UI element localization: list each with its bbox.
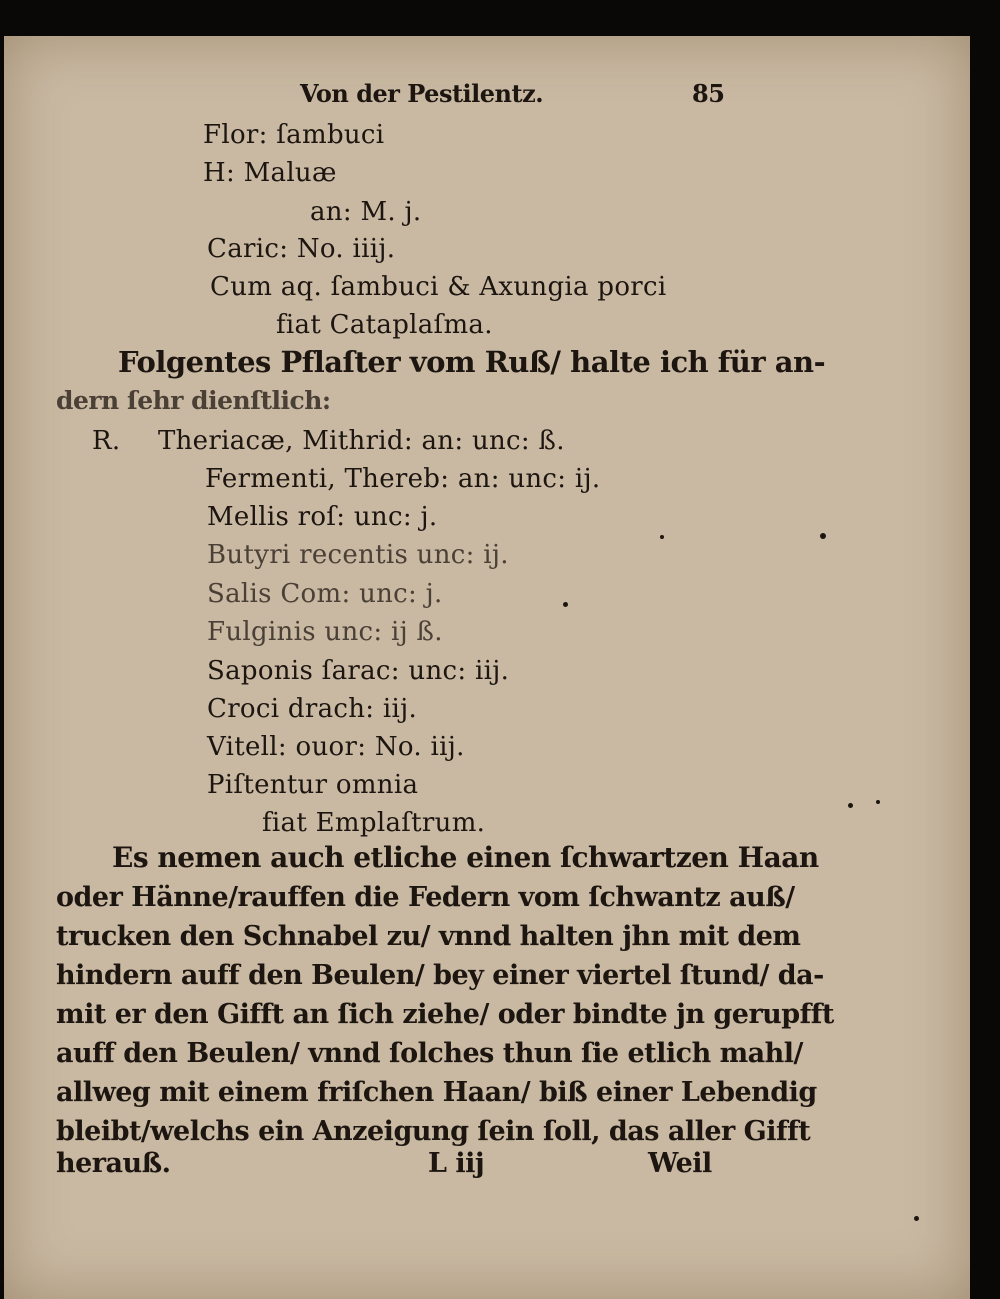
body-line-9: herauß.	[56, 1148, 171, 1179]
body-line-1: Es nemen auch etliche einen ſchwartzen Haan	[112, 841, 819, 874]
recipe2-r-symbol: R.	[92, 426, 121, 456]
recipe2-line-2: Fermenti, Thereb: an: unc: ij.	[205, 464, 601, 494]
recipe2-line-6: Fulginis unc: ij ß.	[207, 617, 443, 647]
recipe1-line-3: an: M. j.	[310, 197, 422, 227]
body-line-6: auff den Beulen/ vnnd ſolches thun ſie etlich mahl/	[56, 1038, 803, 1069]
recipe1-line-2: H: Maluæ	[203, 158, 337, 188]
recipe2-line-7: Saponis ſarac: unc: iij.	[207, 656, 510, 686]
recipe2-line-5: Salis Com: unc: j.	[207, 579, 443, 609]
ink-speck	[563, 602, 568, 607]
ink-speck	[820, 533, 826, 539]
recipe2-line-1: Theriacæ, Mithrid: an: unc: ß.	[158, 426, 565, 456]
body-line-7: allweg mit einem friſchen Haan/ biß einer Lebendig	[56, 1077, 817, 1108]
recipe1-line-4: Caric: No. iiij.	[207, 234, 396, 264]
recipe2-line-9: Vitell: ouor: No. iij.	[207, 732, 465, 762]
recipe2-line-3: Mellis roſ: unc: j.	[207, 502, 438, 532]
recipe1-line-5: Cum aq. ſambuci & Axungia porci	[210, 272, 667, 302]
recipe2-line-8: Croci drach: iij.	[207, 694, 418, 724]
page-number: 85	[692, 79, 725, 108]
running-title: Von der Pestilentz.	[300, 79, 544, 108]
intro-line-1: Folgentes Pflaſter vom Ruß/ halte ich für an-	[118, 345, 826, 379]
signature-mark: L iij	[428, 1148, 485, 1179]
recipe1-line-1: Flor: ſambuci	[203, 120, 385, 150]
ink-speck	[914, 1216, 919, 1221]
body-line-5: mit er den Gifft an ſich ziehe/ oder bindte jn gerupfft	[56, 999, 834, 1030]
ink-speck	[848, 803, 853, 808]
body-line-3: trucken den Schnabel zu/ vnnd halten jhn mit dem	[56, 921, 801, 952]
recipe2-line-11: fiat Emplaſtrum.	[262, 808, 486, 838]
body-line-2: oder Hänne/rauffen die Federn vom ſchwantz auß/	[56, 882, 795, 913]
body-line-4: hindern auff den Beulen/ bey einer viertel ſtund/ da-	[56, 960, 824, 991]
catchword: Weil	[648, 1148, 712, 1179]
recipe1-line-6: fiat Cataplaſma.	[276, 310, 493, 340]
recipe2-line-10: Piſtentur omnia	[207, 770, 419, 800]
recipe2-line-4: Butyri recentis unc: ij.	[207, 540, 509, 570]
ink-speck	[876, 800, 880, 804]
body-line-8: bleibt/welchs ein Anzeigung ſein ſoll, das aller Gifft	[56, 1116, 811, 1147]
ink-speck	[660, 535, 664, 539]
intro-line-2: dern ſehr dienſtlich:	[56, 386, 331, 415]
